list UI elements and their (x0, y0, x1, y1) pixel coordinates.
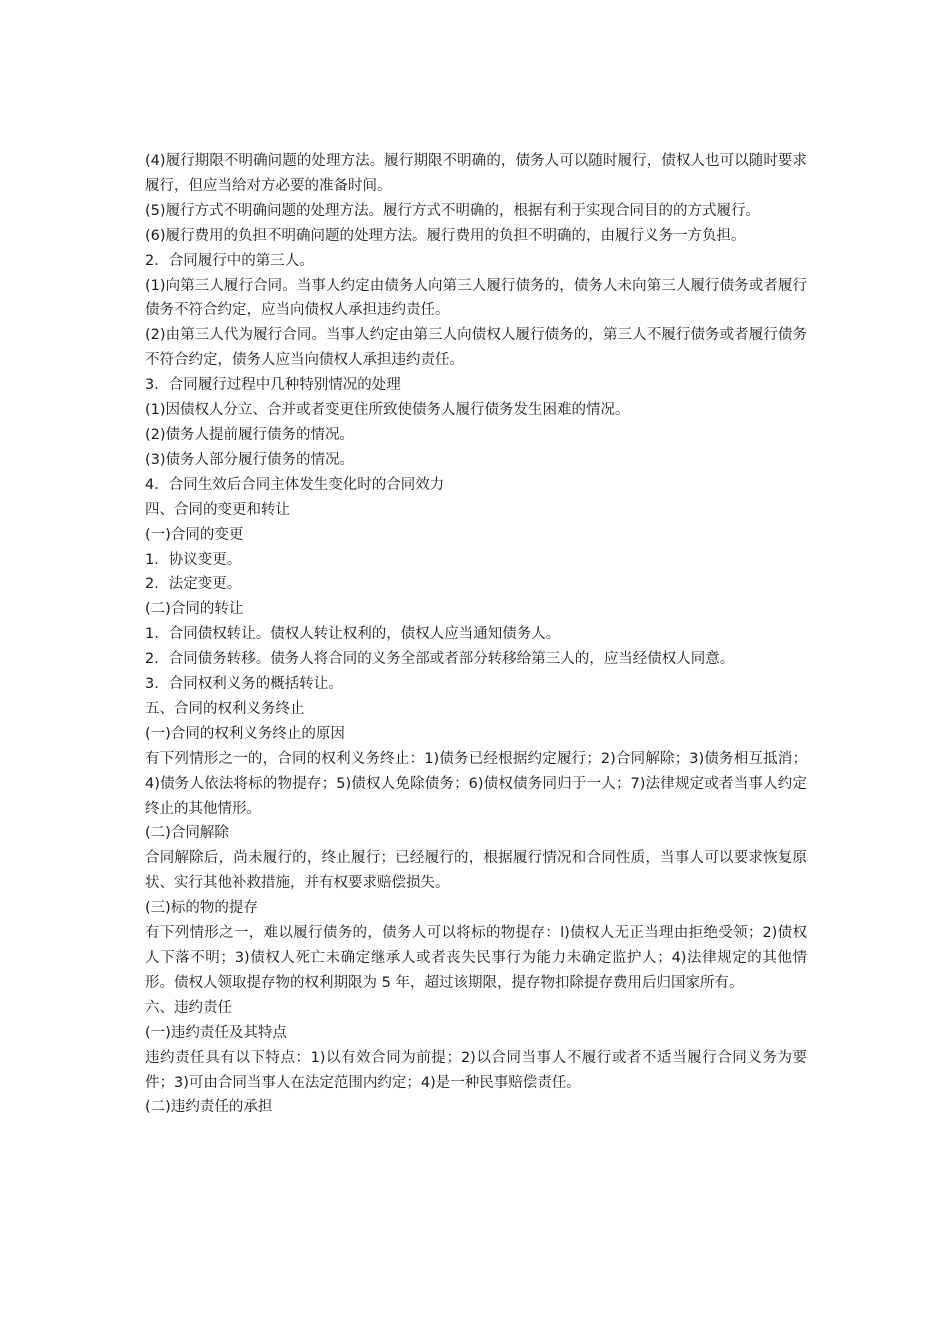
section-heading-6: 六、违约责任 (145, 999, 232, 1016)
list-item-general-transfer: 3．合同权利义务的概括转让。 (145, 676, 343, 693)
subsection-heading-contract-change: (一)合同的变更 (145, 526, 244, 543)
heading-special-situations: 3．合同履行过程中几种特别情况的处理 (145, 377, 401, 394)
list-item-debt-transfer: 2．合同债务转移。债务人将合同的义务全部或者部分转移给第三人的，应当经债权人同意。 (145, 651, 735, 668)
list-item-statutory-change: 2．法定变更。 (145, 576, 242, 593)
subsection-heading-rescission: (二)合同解除 (145, 825, 229, 842)
subsection-heading-liability-bearing: (二)违约责任的承担 (145, 1099, 273, 1116)
list-item-partial-performance: (3)债务人部分履行债务的情况。 (145, 451, 355, 468)
heading-third-party: 2．合同履行中的第三人。 (145, 252, 314, 269)
paragraph-perform-to-third-party: (1)向第三人履行合同。当事人约定由债务人向第三人履行债务的，债务人未向第三人履行债务或者履行债务不符合约定，应当向债权人承担违约责任。 (145, 277, 807, 319)
paragraph-deposit: 有下列情形之一，难以履行债务的，债务人可以将标的物提存：l)债权人无正当理由拒绝受领；2)债权人下落不明；3)债权人死亡未确定继承人或者丧失民事行为能力未确定监护人；4)法律规定的其他情形。债权人领取提存物的权利期限为 5 年，超过该期限，提存物扣除提存费用后归国家所有。 (145, 925, 807, 991)
paragraph-4-performance-period: (4)履行期限不明确问题的处理方法。履行期限不明确的，债务人可以随时履行，债权人也可以随时要求履行，但应当给对方必要的准备时间。 (145, 153, 807, 194)
heading-subject-change: 4．合同生效后合同主体发生变化时的合同效力 (145, 476, 445, 493)
paragraph-6-performance-cost: (6)履行费用的负担不明确问题的处理方法。履行费用的负担不明确的，由履行义务一方负担。 (145, 227, 746, 244)
paragraph-third-party-performs: (2)由第三人代为履行合同。当事人约定由第三人向债权人履行债务的，第三人不履行债务或者履行债务不符合约定，债务人应当向债权人承担违约责任。 (145, 327, 807, 369)
document-body (145, 149, 807, 1120)
section-heading-5: 五、合同的权利义务终止 (145, 700, 305, 717)
subsection-heading-termination-reasons: (一)合同的权利义务终止的原因 (145, 725, 345, 742)
section-heading-4: 四、合同的变更和转让 (145, 501, 290, 518)
subsection-heading-contract-transfer: (二)合同的转让 (145, 601, 244, 618)
subsection-heading-deposit: (三)标的物的提存 (145, 900, 258, 917)
paragraph-5-performance-method: (5)履行方式不明确问题的处理方法。履行方式不明确的，根据有利于实现合同目的的方式履行。 (145, 202, 761, 219)
list-item-agreed-change: 1．协议变更。 (145, 551, 242, 568)
list-item-claim-transfer: 1．合同债权转让。债权人转让权利的，债权人应当通知债务人。 (145, 626, 561, 643)
paragraph-liability-features: 违约责任具有以下特点：1)以有效合同为前提；2)以合同当事人不履行或者不适当履行合同义务为要件；3)可由合同当事人在法定范围内约定；4)是一种民事赔偿责任。 (145, 1049, 807, 1091)
subsection-heading-liability-features: (一)违约责任及其特点 (145, 1024, 287, 1041)
list-item-early-performance: (2)债务人提前履行债务的情况。 (145, 426, 355, 443)
list-item-creditor-change: (1)因债权人分立、合并或者变更住所致使债务人履行债务发生困难的情况。 (145, 402, 630, 419)
paragraph-rescission: 合同解除后，尚未履行的，终止履行；已经履行的，根据履行情况和合同性质，当事人可以要求恢复原状、实行其他补救措施，并有权要求赔偿损失。 (145, 850, 807, 892)
paragraph-termination-reasons: 有下列情形之一的，合同的权利义务终止：1)债务已经根据约定履行；2)合同解除；3)债务相互抵消；4)债务人依法将标的物提存；5)债权人免除债务；6)债权债务同归于一人；7)法律规定或者当事人约定终止的其他情形。 (145, 750, 807, 817)
